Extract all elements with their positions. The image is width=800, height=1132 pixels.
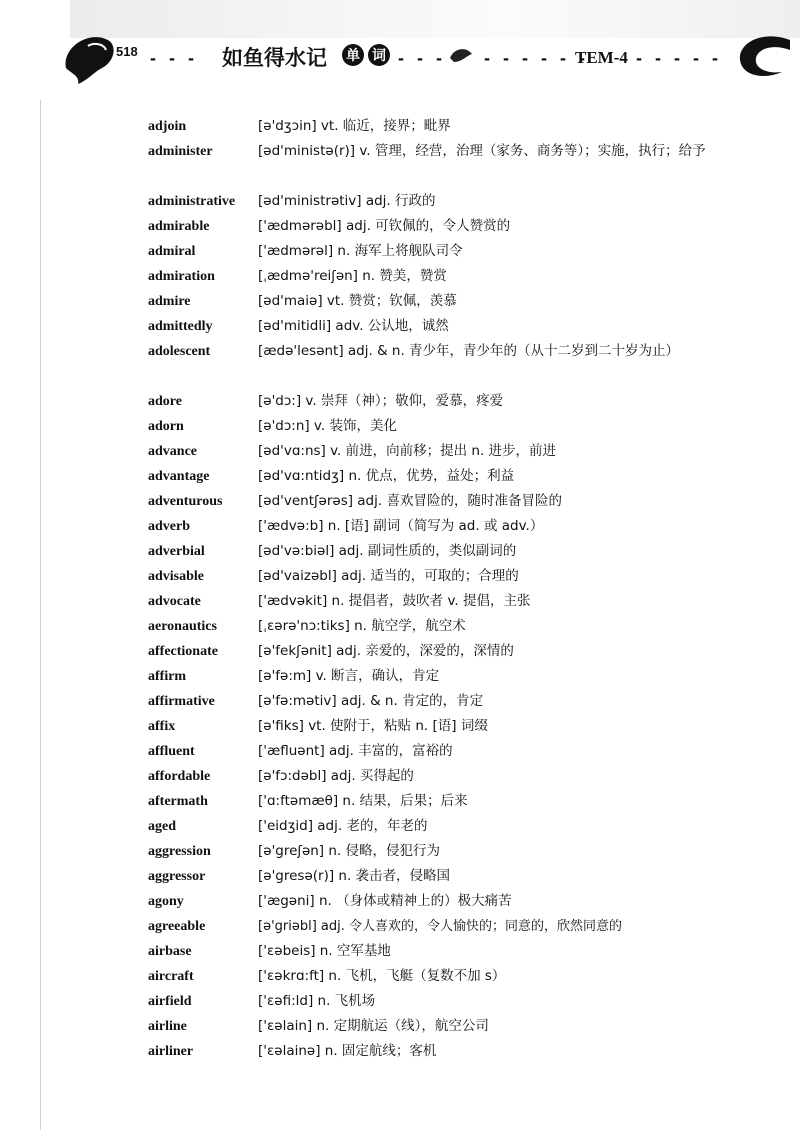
headword: aftermath: [148, 794, 208, 809]
title-badge-1: 单: [342, 44, 364, 66]
headword: adore: [148, 394, 182, 409]
header-background-band: [70, 0, 800, 38]
headword: airliner: [148, 1044, 194, 1059]
definition: [əd'vɑ:ns] v. 前进，向前移；提出 n. 进步，前进: [258, 443, 557, 459]
headword: advantage: [148, 469, 210, 484]
definition: ['ædvə:b] n. [语] 副词（简写为 ad. 或 adv.）: [258, 518, 544, 534]
definition: ['ɛəkrɑ:ft] n. 飞机，飞艇（复数不加 s）: [258, 968, 506, 984]
headword: advance: [148, 444, 197, 459]
headword: adolescent: [148, 344, 211, 359]
headword: admirable: [148, 219, 210, 234]
title-badge-2: 词: [368, 44, 390, 66]
headword: aggression: [148, 844, 211, 859]
headword: advisable: [148, 569, 205, 584]
headword: administer: [148, 144, 213, 159]
definition: [əd'ministə(r)] v. 管理，经营，治理（家务、商务等）；实施，执行；给予: [258, 143, 706, 159]
definition: ['ægəni] n. （身体或精神上的）极大痛苦: [258, 893, 512, 909]
headword: admittedly: [148, 319, 213, 334]
definition: [əd'maiə] vt. 赞赏；钦佩，羡慕: [258, 293, 457, 309]
definition: ['ɛəfi:ld] n. 飞机场: [258, 993, 376, 1009]
headword: admiral: [148, 244, 196, 259]
definition: [əd'mitidli] adv. 公认地，诚然: [258, 318, 449, 334]
ink-brush-fish-icon: [58, 28, 120, 88]
definition: [ædə'lesənt] adj. & n. 青少年，青少年的（从十二岁到二十岁为止）: [258, 343, 680, 359]
definition: ['ɛəlain] n. 定期航运（线），航空公司: [258, 1018, 489, 1034]
ink-brush-ornament-icon: [448, 46, 474, 64]
page-number: 518: [116, 44, 138, 59]
headword: aircraft: [148, 969, 194, 984]
header-dashes-left: - - -: [150, 48, 198, 68]
definition: ['ɛəlainə] n. 固定航线；客机: [258, 1043, 437, 1059]
definition: [ə'dɔ:n] v. 装饰，美化: [258, 418, 397, 434]
headword: airfield: [148, 994, 192, 1009]
definition: [ə'dʒɔin] vt. 临近，接界；毗界: [258, 118, 451, 134]
definition: [əd'və:biəl] adj. 副词性质的，类似副词的: [258, 543, 517, 559]
definition: ['ɑ:ftəmæθ] n. 结果，后果；后来: [258, 793, 468, 809]
definition: [ə'gresə(r)] n. 袭击者，侵略国: [258, 868, 451, 884]
headword: affirm: [148, 669, 187, 684]
headword: affluent: [148, 744, 195, 759]
definition: [ə'fɔ:dəbl] adj. 买得起的: [258, 768, 414, 784]
page-header: [0, 0, 800, 100]
header-dashes-right: - - - - - -: [484, 48, 589, 68]
headword: agreeable: [148, 919, 206, 934]
headword: admire: [148, 294, 191, 309]
headword: affectionate: [148, 644, 218, 659]
headword: airline: [148, 1019, 187, 1034]
definition: [ə'fekʃənit] adj. 亲爱的，深爱的，深情的: [258, 643, 514, 659]
book-title: 如鱼得水记: [222, 46, 327, 70]
definition: [ə'dɔ:] v. 崇拜（神）；敬仰，爱慕，疼爱: [258, 393, 504, 409]
definition: [ə'fə:m] v. 断言，确认，肯定: [258, 668, 440, 684]
definition: [əd'vaizəbl] adj. 适当的，可取的；合理的: [258, 568, 519, 584]
definition: ['ædmərəl] n. 海军上将舰队司令: [258, 243, 463, 259]
headword: admiration: [148, 269, 215, 284]
header-dashes-end: - - - - -: [636, 48, 722, 68]
scan-margin-line: [40, 100, 41, 1130]
definition: ['ædvəkit] n. 提倡者，鼓吹者 v. 提倡，主张: [258, 593, 531, 609]
definition: ['ædmərəbl] adj. 可钦佩的，令人赞赏的: [258, 218, 511, 234]
definition: [ə'fə:mətiv] adj. & n. 肯定的，肯定: [258, 693, 484, 709]
definition: ['eidʒid] adj. 老的，年老的: [258, 818, 428, 834]
definition: ['ɛəbeis] n. 空军基地: [258, 943, 391, 959]
headword: airbase: [148, 944, 192, 959]
definition: [ə'griəbl] adj. 令人喜欢的，令人愉快的；同意的，欣然同意的: [258, 919, 623, 934]
headword: adventurous: [148, 494, 223, 509]
headword: aggressor: [148, 869, 206, 884]
definition: [əd'ventʃərəs] adj. 喜欢冒险的，随时准备冒险的: [258, 493, 562, 509]
definition: [əd'ministrətiv] adj. 行政的: [258, 193, 436, 209]
ink-brush-swirl-icon: [724, 30, 794, 86]
headword: administrative: [148, 194, 236, 209]
headword: adorn: [148, 419, 184, 434]
headword: affirmative: [148, 694, 215, 709]
headword: affix: [148, 719, 176, 734]
headword: adverbial: [148, 544, 205, 559]
definition: [ə'fiks] vt. 使附于，粘贴 n. [语] 词缀: [258, 718, 488, 734]
headword: agony: [148, 894, 184, 909]
definition: [ˌɛərə'nɔ:tiks] n. 航空学，航空术: [258, 618, 466, 634]
definition: [ˌædmə'reiʃən] n. 赞美，赞赏: [258, 268, 447, 284]
headword: advocate: [148, 594, 201, 609]
headword: adverb: [148, 519, 190, 534]
exam-label: TEM-4: [575, 48, 628, 67]
header-dashes-middle: - - -: [398, 48, 446, 68]
definition: [əd'vɑ:ntidʒ] n. 优点，优势，益处；利益: [258, 468, 515, 484]
definition: [ə'greʃən] n. 侵略，侵犯行为: [258, 843, 441, 859]
definition: ['æfluənt] adj. 丰富的，富裕的: [258, 743, 453, 759]
headword: aged: [148, 819, 176, 834]
headword: aeronautics: [148, 619, 217, 634]
headword: adjoin: [148, 119, 187, 134]
headword: affordable: [148, 769, 211, 784]
